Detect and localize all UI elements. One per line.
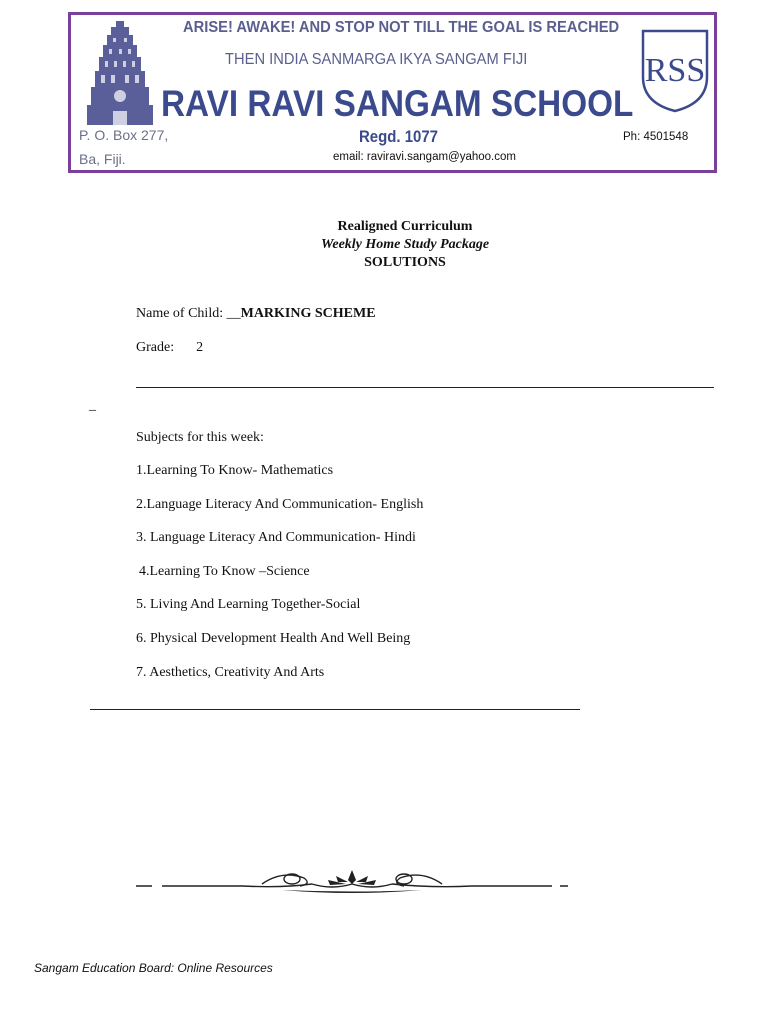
divider-line (90, 709, 580, 710)
child-name-value: MARKING SCHEME (240, 306, 376, 321)
subject-item: 4.Learning To Know –Science (139, 563, 310, 579)
logo-text: RSS (644, 52, 706, 89)
email-address: email: raviravi.sangam@yahoo.com (333, 151, 516, 163)
organisation-name: THEN INDIA SANMARGA IKYA SANGAM FIJI (225, 51, 528, 68)
decorative-flourish-icon (132, 860, 572, 900)
grade-label: Grade: (136, 340, 175, 355)
school-motto: ARISE! AWAKE! AND STOP NOT TILL THE GOAL IS REACHED (183, 19, 620, 36)
footer-text: Sangam Education Board: Online Resources (34, 961, 273, 975)
school-name: RAVI RAVI SANGAM SCHOOL (161, 83, 634, 124)
child-name-field (136, 306, 376, 322)
phone-number: Ph: 4501548 (623, 131, 689, 143)
po-box: P. O. Box 277, (79, 127, 169, 143)
subject-item: 1.Learning To Know- Mathematics (136, 463, 334, 478)
subjects-heading: Subjects for this week: (136, 430, 264, 445)
subject-item: 3. Language Literacy And Communication- Hindi (136, 530, 416, 546)
town: Ba, Fiji. (79, 151, 126, 167)
child-name-label: Name of Child: __ (136, 306, 241, 321)
subject-item: 6. Physical Development Health And Well Being (136, 630, 411, 646)
title-line-1: Realigned Curriculum (337, 219, 473, 234)
rss-logo-icon (637, 25, 713, 113)
temple-logo-icon (83, 19, 157, 129)
document-title (0, 218, 770, 272)
subject-item: 5. Living And Learning Together-Social (136, 597, 361, 613)
subject-item: 2.Language Literacy And Communication- English (136, 496, 424, 512)
stray-dash: _ (89, 398, 96, 413)
subjects-list (136, 462, 423, 697)
divider-line (136, 387, 714, 388)
subject-item: 7. Aesthetics, Creativity And Arts (136, 664, 325, 680)
title-line-3: SOLUTIONS (364, 255, 446, 270)
title-line-2: Weekly Home Study Package (320, 237, 490, 252)
grade-field (136, 340, 203, 356)
letterhead (68, 12, 717, 173)
grade-value: 2 (196, 340, 204, 355)
registration-number: Regd. 1077 (359, 127, 438, 146)
